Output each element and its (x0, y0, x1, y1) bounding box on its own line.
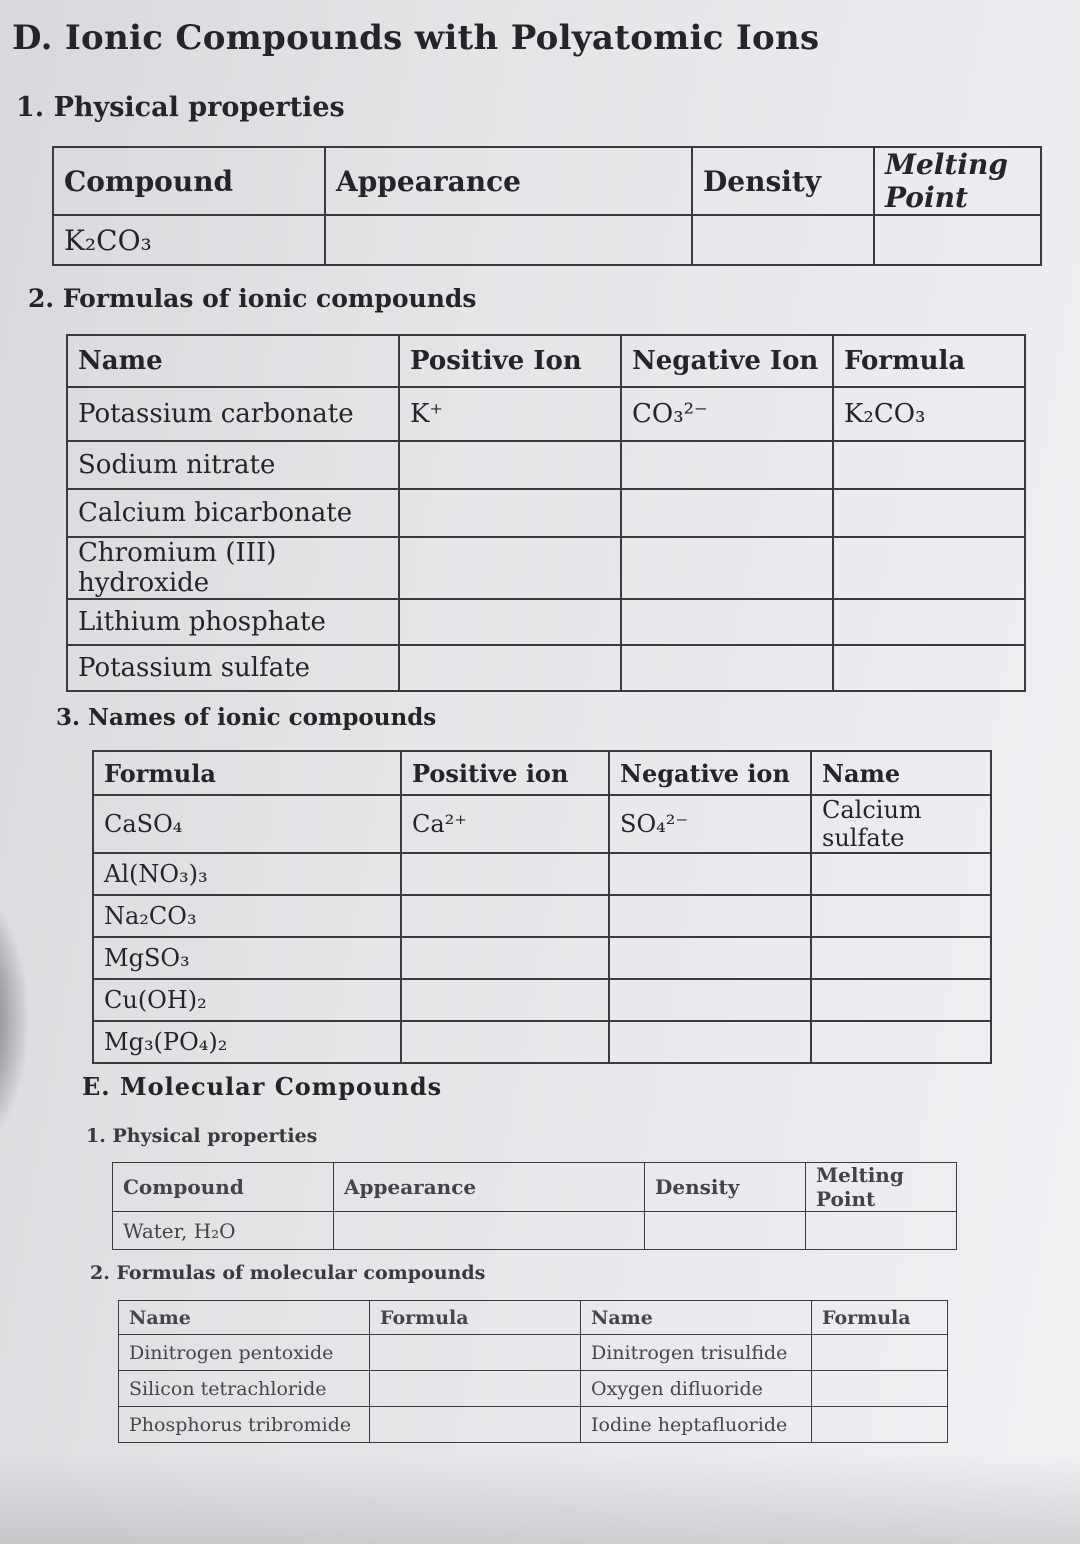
e2-heading: 2. Formulas of molecular compounds (90, 1262, 486, 1284)
d2-cell-name: Potassium carbonate (67, 387, 399, 441)
d3-cell-negative-ion[interactable] (609, 895, 811, 937)
table-row (119, 1407, 948, 1443)
d2-header-positive-ion: Positive Ion (399, 335, 621, 387)
e2-cell-formula[interactable] (370, 1407, 581, 1443)
d1-header-compound: Compound (53, 147, 325, 215)
section-e-title: E. Molecular Compounds (82, 1072, 443, 1101)
d3-cell-positive-ion[interactable] (401, 937, 609, 979)
d2-cell-name: Calcium bicarbonate (67, 489, 399, 537)
d1-heading: 1. Physical properties (16, 92, 345, 123)
e2-header-name-2: Name (581, 1301, 812, 1335)
d3-cell-name[interactable] (811, 937, 991, 979)
table-row (67, 441, 1025, 489)
d2-cell-positive-ion[interactable] (399, 537, 621, 599)
d2-cell-formula[interactable]: K₂CO₃ (833, 387, 1025, 441)
d3-cell-positive-ion[interactable] (401, 1021, 609, 1063)
e2-formulas-table (118, 1300, 948, 1443)
e1-cell-melting-point[interactable] (806, 1212, 957, 1250)
d3-cell-positive-ion[interactable] (401, 979, 609, 1021)
table-row (93, 979, 991, 1021)
e2-cell-formula-2[interactable] (812, 1335, 948, 1371)
d3-header-formula: Formula (93, 751, 401, 795)
d3-header-name: Name (811, 751, 991, 795)
d3-cell-formula: CaSO₄ (93, 795, 401, 853)
e1-header-compound: Compound (113, 1163, 334, 1212)
table-row (93, 937, 991, 979)
d1-header-density: Density (692, 147, 874, 215)
d1-cell-melting-point[interactable] (874, 215, 1041, 265)
d3-heading: 3. Names of ionic compounds (56, 704, 437, 731)
d3-cell-formula: Na₂CO₃ (93, 895, 401, 937)
d3-cell-formula: MgSO₃ (93, 937, 401, 979)
d2-cell-positive-ion[interactable] (399, 599, 621, 645)
d2-cell-name: Chromium (III) hydroxide (67, 537, 399, 599)
e1-heading: 1. Physical properties (86, 1125, 318, 1147)
d1-header-appearance: Appearance (325, 147, 692, 215)
d2-cell-positive-ion[interactable] (399, 489, 621, 537)
e2-cell-formula[interactable] (370, 1371, 581, 1407)
table-row (93, 895, 991, 937)
bottom-page-shadow (0, 1454, 1080, 1544)
d2-cell-negative-ion[interactable]: CO₃²⁻ (621, 387, 833, 441)
d3-cell-name[interactable] (811, 1021, 991, 1063)
section-d-title: D. Ionic Compounds with Polyatomic Ions (12, 18, 820, 58)
d2-cell-formula[interactable] (833, 537, 1025, 599)
e1-physical-properties-table (112, 1162, 957, 1250)
e2-cell-formula[interactable] (370, 1335, 581, 1371)
d2-cell-negative-ion[interactable] (621, 599, 833, 645)
d2-cell-negative-ion[interactable] (621, 489, 833, 537)
e2-cell-name: Phosphorus tribromide (119, 1407, 370, 1443)
d2-cell-name: Sodium nitrate (67, 441, 399, 489)
d1-cell-compound: K₂CO₃ (53, 215, 325, 265)
d2-cell-negative-ion[interactable] (621, 645, 833, 691)
table-row (93, 853, 991, 895)
d3-names-table (92, 750, 992, 1064)
d2-cell-negative-ion[interactable] (621, 441, 833, 489)
e1-cell-compound: Water, H₂O (113, 1212, 334, 1250)
d3-cell-name[interactable] (811, 895, 991, 937)
d2-cell-positive-ion[interactable] (399, 441, 621, 489)
e2-cell-name: Silicon tetrachloride (119, 1371, 370, 1407)
d3-cell-positive-ion[interactable] (401, 853, 609, 895)
table-row (67, 387, 1025, 441)
d3-cell-name[interactable]: Calcium sulfate (811, 795, 991, 853)
d3-cell-name[interactable] (811, 979, 991, 1021)
table-row (113, 1212, 957, 1250)
d3-cell-negative-ion[interactable]: SO₄²⁻ (609, 795, 811, 853)
d3-cell-negative-ion[interactable] (609, 979, 811, 1021)
d2-cell-name: Potassium sulfate (67, 645, 399, 691)
d2-cell-formula[interactable] (833, 645, 1025, 691)
e1-header-appearance: Appearance (334, 1163, 645, 1212)
e1-cell-density[interactable] (645, 1212, 806, 1250)
d3-cell-negative-ion[interactable] (609, 937, 811, 979)
e2-header-formula-2: Formula (812, 1301, 948, 1335)
table-row (93, 1021, 991, 1063)
e2-header-name: Name (119, 1301, 370, 1335)
left-edge-shadow (0, 880, 30, 1160)
d2-header-name: Name (67, 335, 399, 387)
d2-formulas-table (66, 334, 1026, 692)
e1-header-density: Density (645, 1163, 806, 1212)
table-row (67, 599, 1025, 645)
e2-cell-formula-2[interactable] (812, 1407, 948, 1443)
e1-header-melting-point: Melting Point (806, 1163, 957, 1212)
d3-cell-negative-ion[interactable] (609, 1021, 811, 1063)
d3-cell-name[interactable] (811, 853, 991, 895)
d3-cell-formula: Al(NO₃)₃ (93, 853, 401, 895)
e2-cell-name-2: Oxygen difluoride (581, 1371, 812, 1407)
table-row (119, 1371, 948, 1407)
d2-header-formula: Formula (833, 335, 1025, 387)
d2-cell-name: Lithium phosphate (67, 599, 399, 645)
table-row (119, 1335, 948, 1371)
d2-heading: 2. Formulas of ionic compounds (28, 284, 477, 313)
e2-header-formula: Formula (370, 1301, 581, 1335)
d2-cell-formula[interactable] (833, 441, 1025, 489)
e2-cell-name-2: Iodine heptafluoride (581, 1407, 812, 1443)
e2-cell-formula-2[interactable] (812, 1371, 948, 1407)
e2-cell-name-2: Dinitrogen trisulfide (581, 1335, 812, 1371)
d3-cell-formula: Mg₃(PO₄)₂ (93, 1021, 401, 1063)
d2-cell-negative-ion[interactable] (621, 537, 833, 599)
d3-header-negative-ion: Negative ion (609, 751, 811, 795)
d1-physical-properties-table (52, 146, 1042, 266)
d2-cell-formula[interactable] (833, 489, 1025, 537)
d3-cell-positive-ion[interactable]: Ca²⁺ (401, 795, 609, 853)
table-row (53, 215, 1041, 265)
e1-cell-appearance[interactable] (334, 1212, 645, 1250)
d1-header-melting-point: Melting Point (874, 147, 1041, 215)
d3-cell-formula: Cu(OH)₂ (93, 979, 401, 1021)
d2-cell-positive-ion[interactable]: K⁺ (399, 387, 621, 441)
table-row (67, 645, 1025, 691)
d1-cell-density[interactable] (692, 215, 874, 265)
d2-cell-formula[interactable] (833, 599, 1025, 645)
d3-cell-negative-ion[interactable] (609, 853, 811, 895)
d3-cell-positive-ion[interactable] (401, 895, 609, 937)
d2-cell-positive-ion[interactable] (399, 645, 621, 691)
d1-cell-appearance[interactable] (325, 215, 692, 265)
d2-header-negative-ion: Negative Ion (621, 335, 833, 387)
table-row (67, 489, 1025, 537)
table-row (93, 795, 991, 853)
table-row (67, 537, 1025, 599)
e2-cell-name: Dinitrogen pentoxide (119, 1335, 370, 1371)
d3-header-positive-ion: Positive ion (401, 751, 609, 795)
